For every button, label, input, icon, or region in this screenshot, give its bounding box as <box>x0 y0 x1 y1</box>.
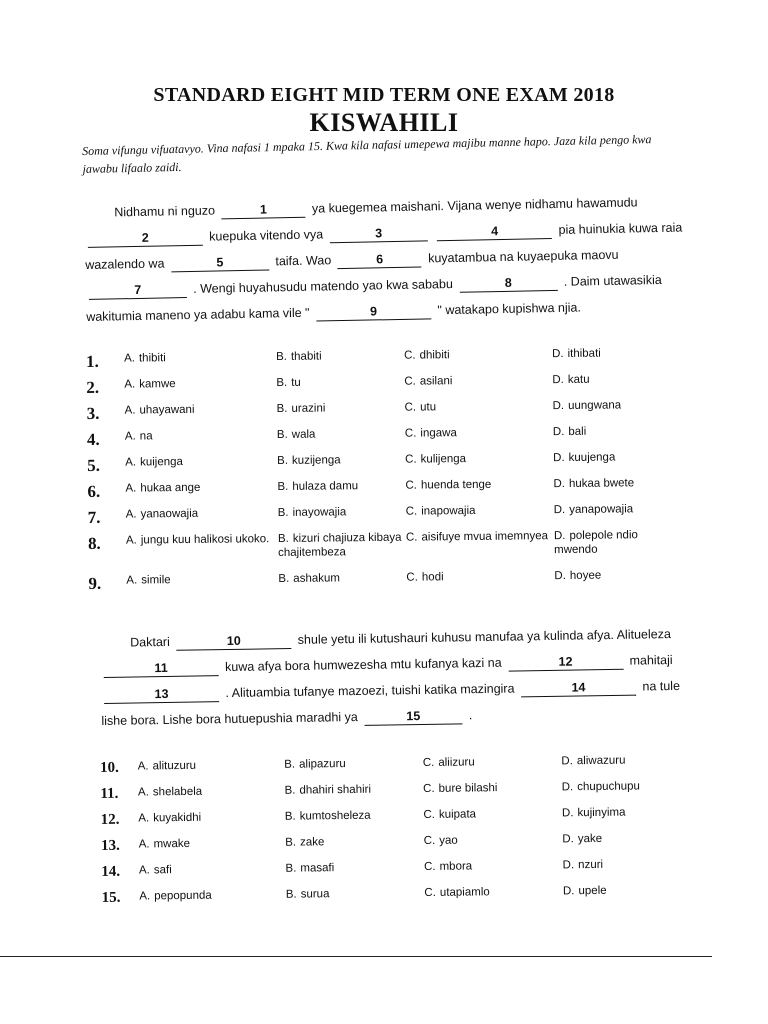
option-c[interactable] <box>423 754 562 770</box>
option-c[interactable] <box>406 569 554 585</box>
option-d[interactable] <box>562 831 691 847</box>
option-text: mwake <box>153 837 191 851</box>
option-letter: D. <box>562 833 574 846</box>
option-a[interactable] <box>125 480 277 496</box>
option-text: hukaa bwete <box>568 477 635 490</box>
question-row <box>88 568 688 600</box>
blank-15: 15 <box>364 707 462 726</box>
option-letter: A. <box>139 890 151 903</box>
passage-2 <box>100 621 702 734</box>
option-d[interactable] <box>554 568 684 583</box>
option-letter: C. <box>423 808 436 822</box>
option-text: hoyee <box>569 569 602 582</box>
option-letter: D. <box>553 451 565 465</box>
option-a[interactable] <box>124 376 276 392</box>
option-d[interactable] <box>554 528 684 557</box>
blank-1: 1 <box>221 201 305 220</box>
option-d[interactable] <box>561 753 690 769</box>
option-c[interactable] <box>406 529 554 545</box>
option-text: dhibiti <box>419 349 450 362</box>
option-a[interactable] <box>125 428 277 444</box>
option-c[interactable] <box>424 832 563 848</box>
option-d[interactable] <box>553 424 683 439</box>
option-text: chupuchupu <box>577 780 640 794</box>
option-text: kulijenga <box>420 453 467 466</box>
option-text: aliwazuru <box>576 754 626 768</box>
passage-text: pia huinukia kuwa raia wazalendo wa <box>85 220 683 272</box>
question-number: 8. <box>87 533 101 553</box>
passage-text: Nidhamu ni nguzo <box>114 203 216 220</box>
option-d[interactable] <box>563 857 692 873</box>
option-letter: A. <box>125 482 137 495</box>
option-text: yanaowajia <box>140 507 199 521</box>
option-b[interactable] <box>276 375 404 390</box>
question-table-2 <box>100 753 692 916</box>
question-number: 10. <box>100 759 119 776</box>
passage-text: . Daim utawasikia wakitumia maneno ya adabu kama vile " <box>86 272 662 324</box>
question-number: 9. <box>88 573 102 593</box>
option-letter: D. <box>552 399 565 413</box>
option-letter: D. <box>553 477 565 491</box>
option-a[interactable] <box>125 402 277 418</box>
option-letter: B. <box>285 888 297 901</box>
passage-text: . Alituambia tufanye mazoezi, tuishi katika mazingira <box>225 681 515 701</box>
option-d[interactable] <box>563 883 692 899</box>
option-text: tu <box>291 376 301 389</box>
option-text: kamwe <box>139 378 176 391</box>
option-text: upele <box>578 884 607 898</box>
option-text: surua <box>300 888 330 901</box>
blank-14: 14 <box>521 679 636 698</box>
option-letter: D. <box>561 755 573 768</box>
option-text: utu <box>420 401 437 414</box>
option-text: ashakum <box>293 572 340 585</box>
option-d[interactable] <box>562 805 691 821</box>
option-letter: C. <box>423 834 436 848</box>
option-letter: D. <box>562 859 575 872</box>
option-a[interactable] <box>139 862 286 878</box>
option-c[interactable] <box>405 425 553 441</box>
passage-text: Daktari <box>130 634 170 650</box>
option-letter: C. <box>404 401 417 414</box>
option-text: mbora <box>439 860 473 873</box>
option-letter: C. <box>406 571 418 584</box>
option-text: safi <box>153 864 172 877</box>
option-letter: A. <box>125 534 137 547</box>
option-b[interactable] <box>285 834 424 850</box>
option-letter: C. <box>405 479 417 492</box>
option-letter: C. <box>404 375 416 388</box>
option-b[interactable] <box>285 860 424 876</box>
option-c[interactable] <box>405 451 553 467</box>
option-text: kizuri chajiuza kibaya chajitembeza <box>278 531 402 559</box>
option-letter: B. <box>284 810 296 823</box>
blank-7: 7 <box>89 281 187 300</box>
instructions: Soma vifungu vifuatavyo. Vina nafasi 1 mpaka 15. Kwa kila nafasi umepewa majibu manne hapo. Jaza kila pengo kwa jawabu lifaalo zaidi. <box>82 132 652 176</box>
option-text: wala <box>291 428 316 441</box>
option-text: alituzuru <box>152 759 197 773</box>
option-text: kumtosheleza <box>299 809 371 823</box>
option-text: uungwana <box>568 399 622 412</box>
question-number: 12. <box>100 811 120 828</box>
option-letter: A. <box>124 352 136 365</box>
option-letter: A. <box>137 786 149 799</box>
blank-6: 6 <box>338 251 422 270</box>
option-b[interactable] <box>285 808 424 824</box>
option-text: asilani <box>419 375 453 388</box>
option-text: inapowajia <box>421 504 476 518</box>
option-a[interactable] <box>125 454 277 470</box>
option-text: kujinyima <box>577 806 626 820</box>
blank-3: 3 <box>329 224 427 243</box>
option-letter: B. <box>284 784 296 797</box>
option-a[interactable] <box>139 888 286 904</box>
option-text: yake <box>577 832 603 846</box>
option-b[interactable] <box>286 886 425 902</box>
option-b[interactable] <box>284 782 423 798</box>
option-letter: C. <box>405 505 418 518</box>
option-letter: B. <box>277 480 289 494</box>
option-letter: A. <box>124 430 136 443</box>
option-text: nzuri <box>578 858 604 872</box>
option-letter: D. <box>552 373 564 387</box>
option-text: yao <box>439 834 458 847</box>
option-c[interactable] <box>405 399 553 415</box>
blank-10: 10 <box>176 632 291 651</box>
option-letter: B. <box>276 428 288 442</box>
option-letter: B. <box>285 836 297 849</box>
question-number: 5. <box>87 455 101 475</box>
option-letter: D. <box>552 425 565 439</box>
option-text: uhayawani <box>139 403 195 417</box>
option-b[interactable] <box>277 401 405 416</box>
blank-13: 13 <box>104 685 219 704</box>
exam-title: STANDARD EIGHT MID TERM ONE EXAM 2018 <box>153 84 615 106</box>
option-letter: C. <box>424 886 436 900</box>
option-a[interactable] <box>126 532 278 548</box>
option-a[interactable] <box>124 350 276 366</box>
passage-text: " watakapo kupishwa njia. <box>437 300 581 318</box>
option-letter: A. <box>125 508 137 521</box>
option-text: bali <box>568 425 587 438</box>
passage-text: ya kuegemea maishani. Vijana wenye nidhamu hawamudu <box>311 195 638 216</box>
option-text: pepopunda <box>154 889 212 903</box>
passage-1 <box>84 188 696 330</box>
question-number: 13. <box>100 837 120 854</box>
option-a[interactable] <box>138 784 285 800</box>
option-c[interactable] <box>423 806 562 822</box>
blank-4: 4 <box>437 222 552 241</box>
option-letter: D. <box>561 781 574 794</box>
option-text: inayowajia <box>292 506 347 519</box>
option-c[interactable] <box>424 858 563 874</box>
blank-12: 12 <box>508 653 623 672</box>
option-d[interactable] <box>553 398 683 413</box>
option-text: simile <box>141 574 171 587</box>
option-a[interactable] <box>126 572 278 588</box>
option-d[interactable] <box>553 476 683 491</box>
option-text: yanapowajia <box>569 503 634 516</box>
option-c[interactable] <box>404 373 552 389</box>
option-letter: A. <box>138 812 150 825</box>
option-d[interactable] <box>554 502 684 517</box>
question-number: 15. <box>101 889 121 906</box>
question-number: 3. <box>86 403 100 423</box>
option-text: bure bilashi <box>438 782 498 795</box>
option-letter: B. <box>276 376 288 390</box>
option-text: polepole ndio mwendo <box>554 529 638 557</box>
option-letter: A. <box>124 378 136 391</box>
option-letter: D. <box>561 807 574 820</box>
option-text: shelabela <box>152 785 203 799</box>
question-number: 2. <box>86 377 100 397</box>
option-letter: B. <box>277 506 289 520</box>
option-letter: A. <box>125 456 137 469</box>
option-a[interactable] <box>139 836 286 852</box>
question-table-1 <box>86 346 689 600</box>
option-letter: D. <box>554 569 566 583</box>
option-b[interactable] <box>277 427 405 442</box>
question-number: 14. <box>101 863 121 880</box>
blank-9: 9 <box>316 302 431 321</box>
option-text: hulaza damu <box>292 480 359 493</box>
option-letter: D. <box>553 529 566 543</box>
option-text: zake <box>299 836 325 849</box>
question-number: 7. <box>87 507 101 527</box>
option-text: hukaa ange <box>140 481 201 495</box>
option-letter: B. <box>276 350 288 364</box>
option-text: kuijenga <box>139 455 183 469</box>
option-letter: B. <box>277 454 289 468</box>
option-text: ingawa <box>420 427 457 440</box>
passage-text: na tule lishe bora. Lishe bora hutuepushia maradhi ya <box>101 678 681 728</box>
option-text: dhahiri shahiri <box>299 783 372 797</box>
option-letter: C. <box>404 427 417 440</box>
option-text: alipazuru <box>299 757 346 771</box>
option-a[interactable] <box>126 506 278 522</box>
option-text: kuyakidhi <box>153 811 202 825</box>
option-letter: C. <box>423 782 435 796</box>
option-letter: A. <box>138 838 150 851</box>
option-b[interactable] <box>277 453 405 468</box>
passage-text: kuyatambua na kuyaepuka maovu <box>428 247 619 266</box>
blank-5: 5 <box>171 253 269 272</box>
option-c[interactable] <box>404 347 552 363</box>
option-letter: A. <box>126 574 138 587</box>
option-text: katu <box>567 373 590 386</box>
option-b[interactable] <box>276 349 404 364</box>
option-c[interactable] <box>424 884 563 900</box>
passage-text: mahitaji <box>629 653 673 668</box>
question-number: 1. <box>86 351 99 371</box>
option-letter: C. <box>403 349 416 362</box>
option-c[interactable] <box>423 780 562 796</box>
option-letter: D. <box>553 503 566 517</box>
option-d[interactable] <box>562 779 691 795</box>
passage-text: kuepuka vitendo vya <box>209 227 324 244</box>
option-text: ithibati <box>567 347 601 360</box>
option-letter: B. <box>278 572 290 585</box>
question-number: 11. <box>100 785 119 802</box>
option-letter: C. <box>405 531 418 544</box>
option-letter: B. <box>284 758 296 771</box>
passage-text: . <box>468 708 473 723</box>
option-text: urazini <box>291 402 326 415</box>
option-text: huenda tenge <box>420 478 492 492</box>
option-a[interactable] <box>138 758 285 774</box>
option-text: jungu kuu halikosi ukoko. <box>140 533 270 547</box>
passage-text: kuwa afya bora humwezesha mtu kufanya kazi na <box>224 655 502 675</box>
subject-title: KISWAHILI <box>309 108 459 137</box>
option-text: kuujenga <box>568 451 616 464</box>
option-b[interactable] <box>278 571 406 586</box>
option-letter: C. <box>422 756 435 770</box>
option-b[interactable] <box>278 531 406 560</box>
option-letter: B. <box>285 862 297 875</box>
blank-11: 11 <box>103 659 218 678</box>
option-letter: C. <box>423 860 436 874</box>
option-a[interactable] <box>138 810 285 826</box>
option-b[interactable] <box>284 756 423 772</box>
option-letter: B. <box>276 402 288 416</box>
passage-text: . Wengi huyahusudu matendo yao kwa sababu <box>193 276 453 296</box>
option-d[interactable] <box>553 450 683 465</box>
option-text: aliizuru <box>438 756 475 769</box>
option-letter: D. <box>562 885 575 898</box>
option-c[interactable] <box>405 477 553 493</box>
page-divider <box>0 956 712 957</box>
option-letter: D. <box>551 347 564 361</box>
option-text: utapiamlo <box>439 886 490 899</box>
option-text: aisifuye mvua imemnyea <box>421 530 549 544</box>
option-letter: C. <box>405 453 417 466</box>
option-b[interactable] <box>278 505 406 520</box>
passage-text: shule yetu ili kutushauri kuhusu manufaa ya kulinda afya. Alitueleza <box>297 627 671 647</box>
option-letter: A. <box>124 404 136 417</box>
blank-2: 2 <box>88 229 203 248</box>
option-c[interactable] <box>406 503 554 519</box>
option-letter: B. <box>277 532 289 545</box>
option-letter: A. <box>137 760 149 773</box>
blank-8: 8 <box>459 274 557 293</box>
question-number: 6. <box>87 481 101 501</box>
option-letter: A. <box>138 864 150 877</box>
question-number: 4. <box>86 429 100 449</box>
question-row <box>88 528 688 574</box>
option-d[interactable] <box>552 346 682 361</box>
option-b[interactable] <box>277 479 405 494</box>
option-text: na <box>139 430 153 443</box>
option-text: hodi <box>421 571 444 584</box>
option-d[interactable] <box>552 372 682 387</box>
option-text: kuzijenga <box>291 454 341 467</box>
option-text: thabiti <box>290 350 322 363</box>
passage-text: taifa. Wao <box>275 253 332 269</box>
option-text: thibiti <box>138 352 166 365</box>
option-text: kuipata <box>438 808 477 821</box>
option-text: masafi <box>300 862 335 875</box>
